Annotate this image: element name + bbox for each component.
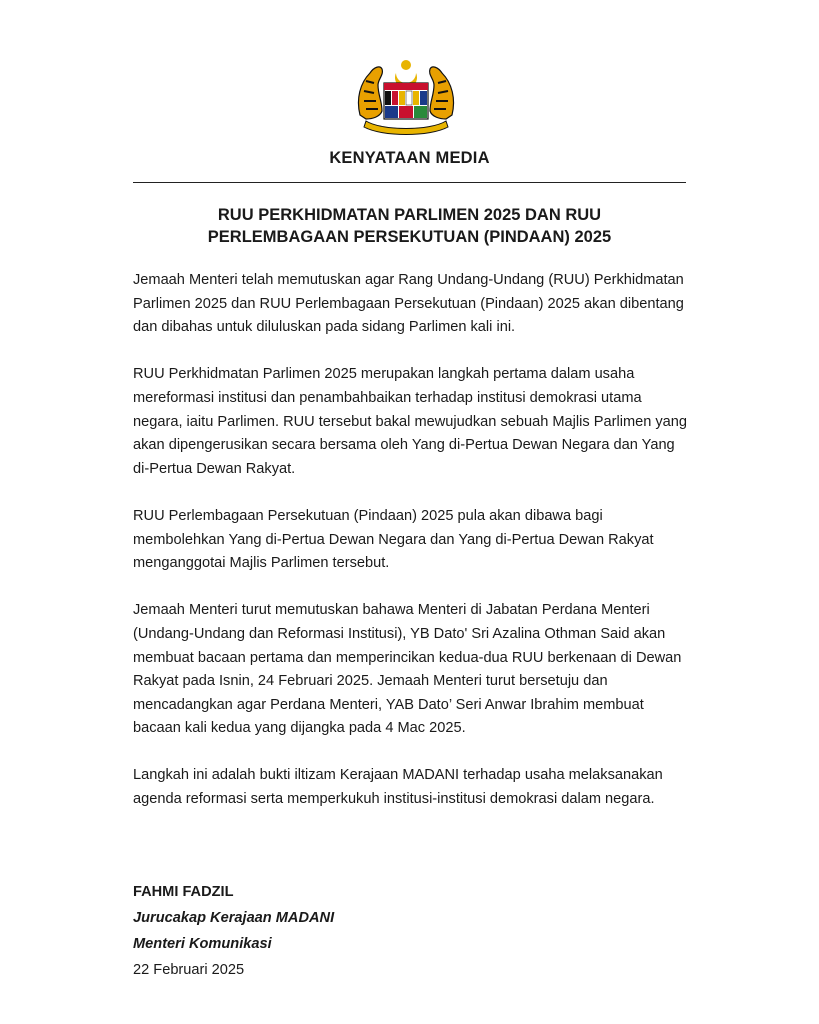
- statement-body: [133, 269, 693, 835]
- title-line-1: RUU PERKHIDMATAN PARLIMEN 2025 DAN RUU: [217, 206, 602, 224]
- document-type-heading: KENYATAAN MEDIA: [329, 149, 490, 167]
- header-divider: [133, 182, 686, 183]
- paragraph-4: Jemaah Menteri turut memutuskan bahawa Menteri di Jabatan Perdana Menteri (Undang-Undang dan Reformasi Institusi), YB Dato' Sri Azalina Othman Said akan membuat bacaan pertama dan memperincikan kedua-dua RUU berkenaan di Dewan Rakyat pada Isnin, 24 Februari 2025. Jemaah Menteri turut bersetuju dan mencadangkan agar Perdana Menteri, YAB Dato’ Seri Anwar Ibrahim membuat bacaan kali kedua yang dijangka pada 4 Mac 2025.: [133, 602, 682, 737]
- paragraph-1: Jemaah Menteri telah memutuskan agar Rang Undang-Undang (RUU) Perkhidmatan Parlimen 2025 dan RUU Perlembagaan Persekutuan (Pindaan) 2025 akan dibentang dan dibahas untuk diluluskan pada sidang Parlimen kali ini.: [133, 272, 684, 336]
- signatory-role-2: Menteri Komunikasi: [133, 936, 272, 952]
- coat-of-arms-icon: [352, 55, 460, 135]
- paragraph-2: RUU Perkhidmatan Parlimen 2025 merupakan langkah pertama dalam usaha mereformasi institusi dan penambahbaikan terhadap institusi demokrasi utama negara, iaitu Parlimen. RUU tersebut bakal mewujudkan sebuah Majlis Parlimen yang akan dipengerusikan secara bersama oleh Yang di-Pertua Dewan Negara dan Yang di-Pertua Dewan Rakyat.: [133, 366, 688, 477]
- title-line-2: PERLEMBAGAAN PERSEKUTUAN (PINDAAN) 2025: [207, 228, 612, 246]
- paragraph-5: Langkah ini adalah bukti iltizam Kerajaan MADANI terhadap usaha melaksanakan agenda reformasi serta memperkukuh institusi-institusi demokrasi dalam negara.: [133, 767, 663, 808]
- signatory-name: FAHMI FADZIL: [133, 884, 234, 900]
- statement-date: 22 Februari 2025: [133, 962, 245, 978]
- signatory-role-1: Jurucakap Kerajaan MADANI: [133, 910, 335, 926]
- paragraph-3: RUU Perlembagaan Persekutuan (Pindaan) 2025 pula akan dibawa bagi membolehkan Yang di-Pertua Dewan Negara dan Yang di-Pertua Dewan Rakyat menganggotai Majlis Parlimen tersebut.: [133, 507, 654, 572]
- statement-title: [120, 204, 699, 248]
- signature-block: [133, 879, 334, 983]
